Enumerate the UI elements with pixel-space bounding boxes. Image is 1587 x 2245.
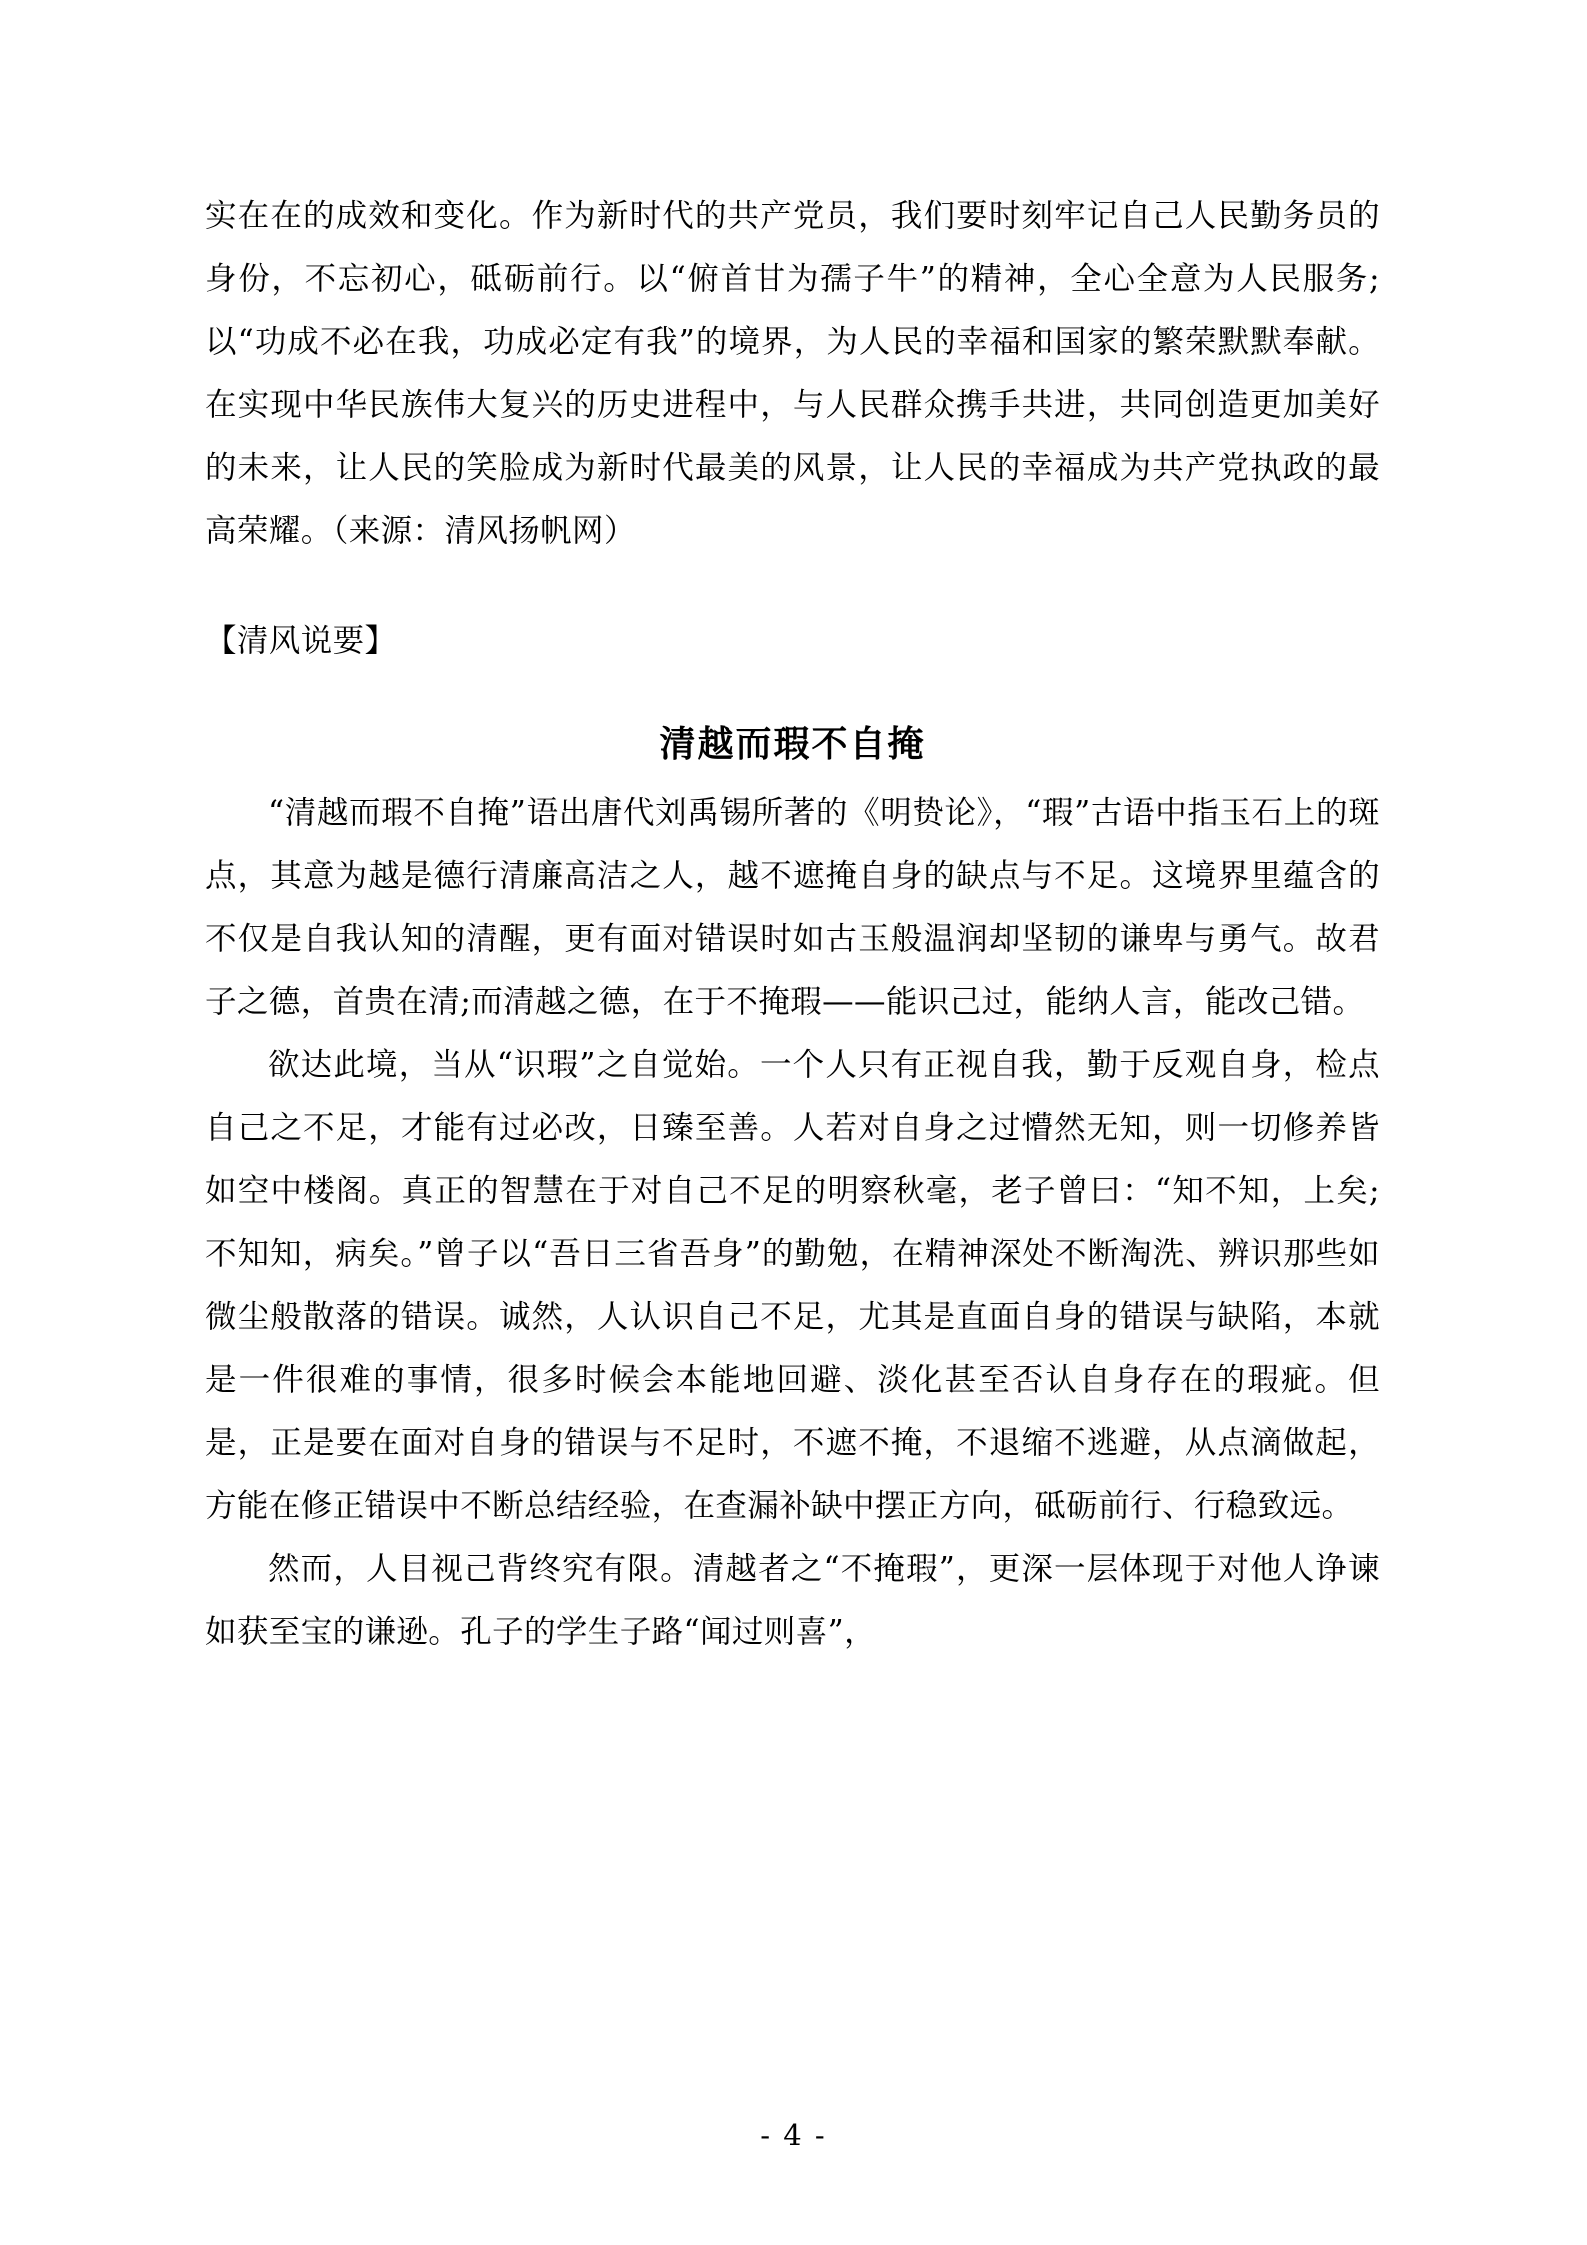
paragraph-continued: 实在在的成效和变化。作为新时代的共产党员，我们要时刻牢记自己人民勤务员的身份，不忘初心，砥砺前行。以“俯首甘为孺子牛”的精神，全心全意为人民服务;以“功成不必在我，功成必定有我”的境界，为人民的幸福和国家的繁荣默默奉献。在实现中华民族伟大复兴的历史进程中，与人民群众携手共进，共同创造更加美好的未来，让人民的笑脸成为新时代最美的风景，让人民的幸福成为共产党执政的最高荣耀。（来源：清风扬帆网）	[205, 198, 1380, 549]
page-content	[205, 185, 1380, 1664]
article-paragraph-1: “清越而瑕不自掩”语出唐代刘禹锡所著的《明贽论》，“瑕”古语中指玉石上的斑点，其意为越是德行清廉高洁之人，越不遮掩自身的缺点与不足。这境界里蕴含的不仅是自我认知的清醒，更有面对错误时如古玉般温润却坚韧的谦卑与勇气。故君子之德，首贵在清;而清越之德，在于不掩瑕——能识己过，能纳人言，能改己错。	[205, 795, 1380, 1020]
page-number: - 4 -	[760, 2118, 827, 2152]
article-title: 清越而瑕不自掩	[659, 723, 926, 765]
article-paragraph-2: 欲达此境，当从“识瑕”之自觉始。一个人只有正视自我，勤于反观自身，检点自己之不足，才能有过必改，日臻至善。人若对自身之过懵然无知，则一切修养皆如空中楼阁。真正的智慧在于对自己不足的明察秋毫，老子曾曰：“知不知，上矣;不知知，病矣。”曾子以“吾日三省吾身”的勤勉，在精神深处不断淘洗、辨识那些如微尘般散落的错误。诚然，人认识自己不足，尤其是直面自身的错误与缺陷，本就是一件很难的事情，很多时候会本能地回避、淡化甚至否认自身存在的瑕疵。但是，正是要在面对自身的错误与不足时，不遮不掩，不退缩不逃避，从点滴做起，方能在修正错误中不断总结经验，在查漏补缺中摆正方向，砥砺前行、行稳致远。	[205, 1047, 1380, 1524]
article-paragraph-3: 然而，人目视己背终究有限。清越者之“不掩瑕”，更深一层体现于对他人诤谏如获至宝的谦逊。孔子的学生子路“闻过则喜”，	[205, 1551, 1380, 1650]
section-label: 【清风说要】	[205, 623, 397, 659]
